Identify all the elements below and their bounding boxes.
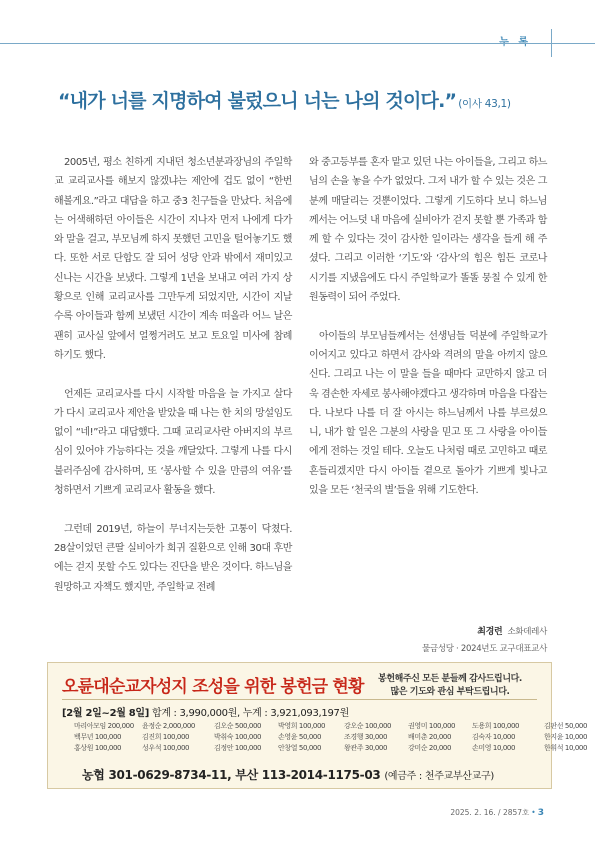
donor-entry: 홍상원 100,000 — [74, 744, 122, 752]
account-numbers: 농협 301-0629-8734-11, 부산 113-2014-1175-03 — [82, 768, 381, 782]
donor-entry: 성우석 100,000 — [142, 744, 190, 752]
author-baptismal-name: 소화데레사 — [507, 627, 547, 637]
article-column-left — [54, 153, 292, 616]
author-byline — [422, 624, 547, 658]
donor-entry: 백무년 100,000 — [74, 733, 122, 741]
donor-entry: 김오순 500,000 — [214, 722, 262, 730]
donor-entry: 강오순 100,000 — [344, 722, 392, 730]
page-footer — [450, 807, 544, 818]
header-rule — [0, 43, 595, 44]
donation-box — [47, 662, 588, 789]
donor-entry: 도용희 100,000 — [472, 722, 520, 730]
donor-entry: 배미춘 20,000 — [408, 733, 452, 741]
donor-entry: 박영희 100,000 — [278, 722, 326, 730]
donor-entry: 박취숙 100,000 — [214, 733, 262, 741]
donation-account — [82, 766, 494, 783]
article-paragraph: 아이들의 부모님들께서는 선생님들 덕분에 주일학교가 이어지고 있다고 하면서 감사와 격려의 말을 아끼지 않으신다. 그리고 나는 이 말을 들을 때마다 교만하지 않고 더욱 겸손한 자세로 봉사해야겠다고 생각하며 마음을 다잡는다. 나보다 나를 더 잘 아시는 하느님께서 나를 부르셨으니, 내가 할 일은 그분의 사랑을 믿고 또 그 사랑을 아이들에게 전하는 것일 테다. 오늘도 나처럼 때로 고민하고 때로 흔들리겠지만 다시 아이들 곁으로 돌아가 기쁘게 빛나고 있을 모든 ‘천국의 별’들을 위해 기도한다. — [309, 330, 547, 497]
section-label: 누 록 — [499, 37, 531, 48]
donor-entry: 왕관주 30,000 — [344, 744, 388, 752]
article-paragraph: 그런데 2019년, 하늘이 무너지는듯한 고통이 닥쳤다. 28살이었던 큰딸 실비아가 희귀 질환으로 인해 30대 후반에는 걷지 못할 수도 있다는 진단을 받은 것이다. 하느님을 원망하고 자책도 했지만, 주일학교 전례 — [54, 523, 292, 593]
article-paragraph: 2005년, 평소 친하게 지내던 청소년분과장님의 주일학교 교리교사를 해보지 않겠냐는 제안에 겁도 없이 “한번 해볼게요.”라고 대답을 하고 중3 친구들을 만났다. 처음에는 어색해하던 아이들은 시간이 지나자 먼저 나에게 다가와 말을 걸고, 부모님께 하지 못했던 고민을 털어놓기도 했다. 또한 서로 단합도 잘 되어 성당 안과 밖에서 재미있고 신나는 시간을 보냈다. 그렇게 1년을 보내고 여러 가지 상황으로 인해 교리교사를 그만두게 되었지만, 시간이 지날수록 아이들과 함께 보냈던 시간이 계속 떠올라 어느 날은 괜히 교사실 앞에서 얼쩡거려도 보고 토요일 미사에 참례하기도 했다. — [54, 157, 292, 361]
donor-entry: 김정안 100,000 — [214, 744, 262, 752]
donor-entry: 김숙자 10,000 — [472, 733, 516, 741]
donor-entry: 안창열 50,000 — [278, 744, 322, 752]
donation-thanks-line: 봉헌해주신 모든 분들께 감사드립니다. — [378, 674, 522, 684]
article-paragraph: 와 중고등부를 혼자 맡고 있던 나는 아이들을, 그리고 하느님의 손을 놓을 수가 없었다. 그저 내가 할 수 있는 것은 그분께 매달리는 것뿐이었다. 그렇게 기도하다 보니 하느님께서는 어느덧 내 마음에 실비아가 걷지 못할 뿐 가족과 함께 할 수 있다는 것이 감사한 일이라는 생각을 들게 해 주셨다. 그리고 이러한 ‘기도’와 ‘감사’의 힘은 힘든 코로나 시기를 지냈음에도 다시 주일학교가 똘똘 뭉칠 수 있게 한 원동력이 되어 주었다. — [309, 157, 547, 304]
donation-period: [2월 2일~2월 8일] — [62, 708, 150, 719]
author-affiliation: 물금성당 · 2024년도 교구대표교사 — [422, 644, 547, 654]
donation-totals: 합계 : 3,990,000원, 누계 : 3,921,093,197원 — [151, 708, 349, 719]
donation-thanks — [365, 673, 535, 699]
headline-reference: (이사 43,1) — [458, 98, 511, 110]
donor-entry: 조경행 30,000 — [344, 733, 388, 741]
donation-thanks-line: 많은 기도와 관심 부탁드립니다. — [390, 687, 510, 697]
donor-entry: 마리아모임 200,000 — [74, 722, 134, 730]
donation-summary — [62, 704, 349, 719]
headline-quote: “내가 너를 지명하여 불렀으니 너는 나의 것이다.” — [58, 90, 457, 112]
donor-entry: 강미순 20,000 — [408, 744, 452, 752]
separator-dot: • — [531, 808, 536, 817]
donation-title: 오륜대순교자성지 조성을 위한 봉헌금 현황 — [62, 677, 364, 697]
donor-entry: 손미영 10,000 — [472, 744, 516, 752]
donor-entry: 손영윤 50,000 — [278, 733, 322, 741]
account-holder: (예금주 : 천주교부산교구) — [384, 771, 494, 782]
article-paragraph: 언제든 교리교사를 다시 시작할 마음을 늘 가지고 살다가 다시 교리교사 제안을 받았을 때 나는 한 치의 망설임도 없이 “네!”라고 대답했다. 그때 교리교사란 아버지의 부르심이 있어야 가능하다는 것을 깨달았다. 그렇게 나를 다시 불러주심에 감사하며, 또 ‘봉사할 수 있을 만큼의 여유’를 청하면서 기쁘게 교리교사 활동을 했다. — [54, 388, 292, 497]
author-name: 최경련 — [477, 627, 503, 637]
page-title — [58, 86, 511, 113]
donor-entry: 권영미 100,000 — [408, 722, 456, 730]
donation-divider — [62, 699, 537, 700]
article-column-right — [309, 153, 547, 520]
page-number: 3 — [537, 808, 544, 818]
donor-entry: 윤정순 2,000,000 — [142, 722, 195, 730]
donor-list: 마리아모임 200,000 윤정순 2,000,000 김오순 500,000 박영희 100,000 강오순 100,000 권영미 100,000 도용희 100,000 김판선 50,000 백무년 100,000 김진희 100,000 박취숙 100,000 손영윤 50,000 조경행 30,000 배미춘 20,000 김숙자 10,000 한지윤 10,000 홍상원 100,000 성우석 100,000 김정안 100,000 안창열 50,000 왕관주 30,000 강미순 20,000 손미영 10,000 한휘석 10,000 — [74, 722, 588, 752]
issue-info: 2025. 2. 16. / 2857호 — [450, 808, 530, 817]
donor-entry: 김진희 100,000 — [142, 733, 190, 741]
